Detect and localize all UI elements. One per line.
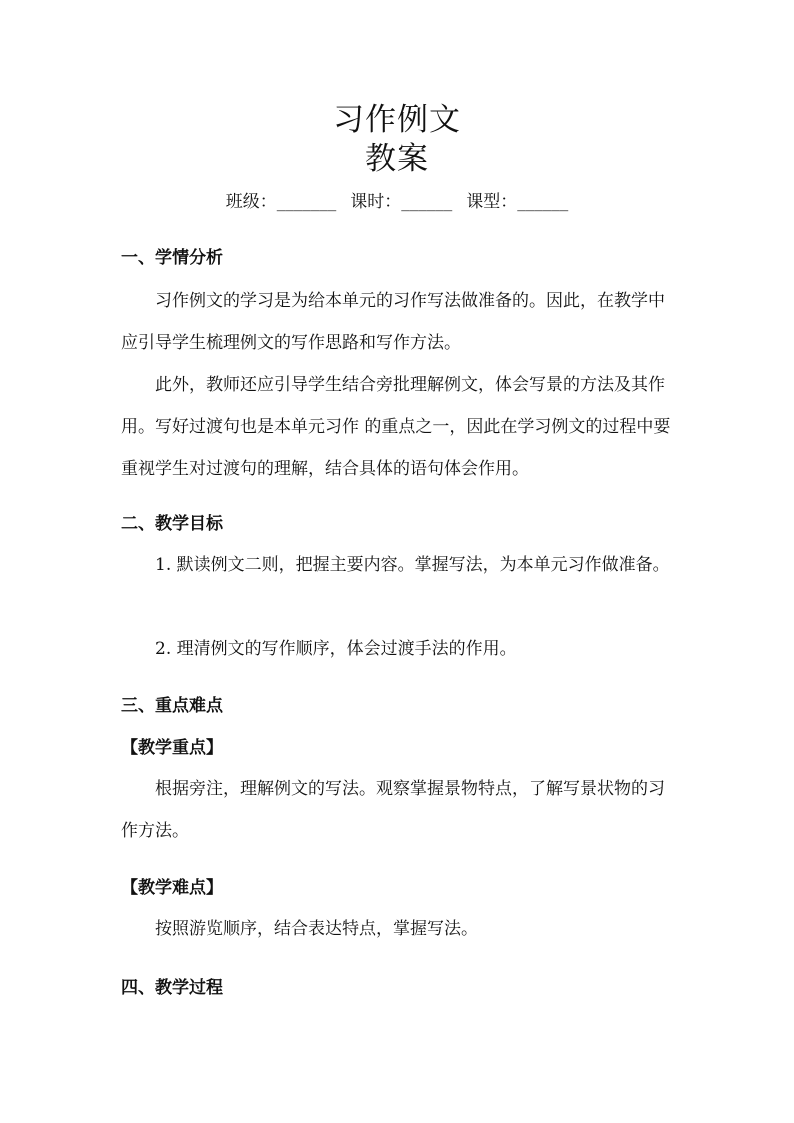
section-heading-teaching-goals: 二、教学目标 (121, 514, 223, 534)
class-blank: _______ (276, 192, 337, 212)
period-label: 课时： (350, 192, 402, 212)
document-subtitle: 教案 (365, 141, 429, 177)
teaching-difficulty-text: 按照游览顺序，结合表达特点，掌握写法。 (155, 919, 478, 939)
period-blank: ______ (401, 192, 453, 212)
teaching-focus-text: 根据旁注，理解例文的写法。观察掌握景物特点，了解写景状物的习作方法。 (121, 779, 665, 841)
student-analysis-paragraph-1: 习作例文的学习是为给本单元的习作写法做准备的。因此，在教学中应引导学生梳理例文的写作思路和写作方法。 (121, 291, 665, 353)
section-heading-student-analysis: 一、学情分析 (121, 248, 223, 268)
section-heading-key-points: 三、重点难点 (121, 696, 223, 716)
teaching-goal-2: 2. 理清例文的写作顺序，体会过渡手法的作用。 (155, 639, 517, 659)
lesson-type-label: 课型： (466, 192, 518, 212)
teaching-goal-1: 1. 默读例文二则，把握主要内容。掌握写法，为本单元习作做准备。 (155, 555, 670, 575)
student-analysis-paragraph-2: 此外，教师还应引导学生结合旁批理解例文，体会写景的方法及其作用。写好过渡句也是本单元习作 的重点之一，因此在学习例文的过程中要重视学生对过渡句的理解，结合具体的语句体会作用。 (121, 375, 671, 479)
teaching-difficulty-label: 【教学难点】 (121, 878, 223, 898)
lesson-type-blank: ______ (517, 192, 569, 212)
section-heading-teaching-process: 四、教学过程 (121, 978, 223, 998)
teaching-focus-label: 【教学重点】 (121, 738, 223, 758)
document-title: 习作例文 (333, 102, 461, 138)
class-label: 班级： (225, 192, 277, 212)
class-info-line (0, 190, 794, 214)
